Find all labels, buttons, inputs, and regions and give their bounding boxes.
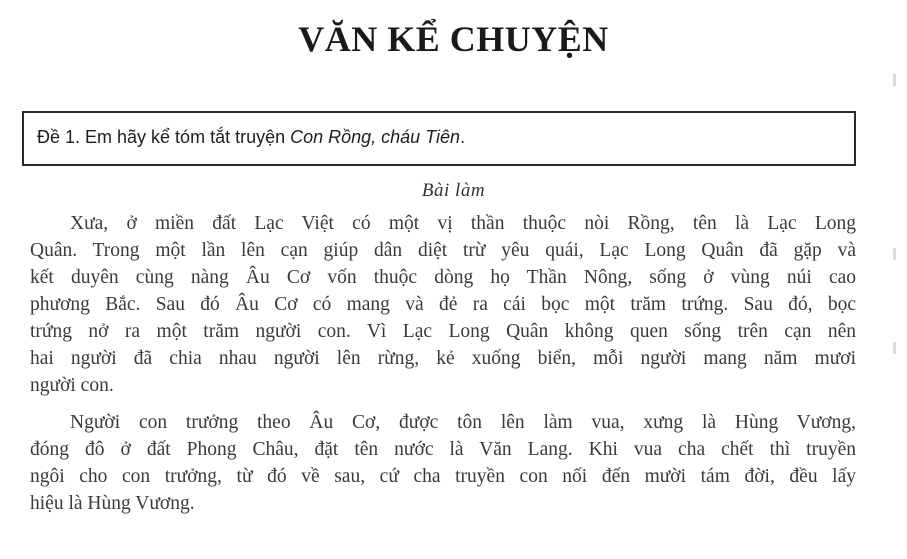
scan-edge-mark <box>893 342 896 354</box>
prompt-end: . <box>460 127 466 147</box>
paragraph-2 <box>30 409 856 517</box>
prompt-label: Đề 1. Em hãy kể tóm tắt truyện <box>37 127 291 147</box>
text-line: Xưa, ở miền đất Lạc Việt có một vị thần thuộc nòi Rồng, tên là Lạc Long <box>70 213 856 234</box>
text-line: ngôi cho con trưởng, từ đó về sau, cứ cha truyền con nối đến mười tám đời, đều lấy <box>30 466 856 487</box>
essay-body <box>30 210 856 517</box>
text-line: đóng đô ở đất Phong Châu, đặt tên nước là Văn Lang. Khi vua cha chết thì truyền <box>30 439 856 460</box>
text-line: kết duyên cùng nàng Âu Cơ vốn thuộc dòng họ Thần Nông, sống ở vùng núi cao <box>30 267 856 288</box>
story-title: Con Rồng, cháu Tiên <box>290 127 461 147</box>
scan-edge-mark <box>893 248 896 260</box>
scan-edge-mark <box>893 74 896 86</box>
text-line: người con. <box>30 375 114 396</box>
text-line: hai người đã chia nhau người lên rừng, kẻ xuống biển, mỗi người mang năm mươi <box>30 348 856 369</box>
text-line: Quân. Trong một lần lên cạn giúp dân diệt trừ yêu quái, Lạc Long Quân đã gặp và <box>30 240 856 261</box>
paragraph-gap <box>30 399 856 409</box>
answer-heading: Bài làm <box>421 180 486 201</box>
page-title: VĂN KỂ CHUYỆN <box>298 19 609 59</box>
paragraph-1 <box>30 210 856 399</box>
text-line: Người con trưởng theo Âu Cơ, được tôn lên làm vua, xưng là Hùng Vương, <box>70 412 856 433</box>
assignment-prompt-box <box>22 111 856 166</box>
assignment-prompt <box>37 127 465 148</box>
text-line: trứng nở ra một trăm người con. Vì Lạc Long Quân không quen sống trên cạn nên <box>30 321 856 342</box>
text-line: hiệu là Hùng Vương. <box>30 493 195 514</box>
text-line: phương Bắc. Sau đó Âu Cơ có mang và đẻ ra cái bọc một trăm trứng. Sau đó, bọc <box>30 294 856 315</box>
